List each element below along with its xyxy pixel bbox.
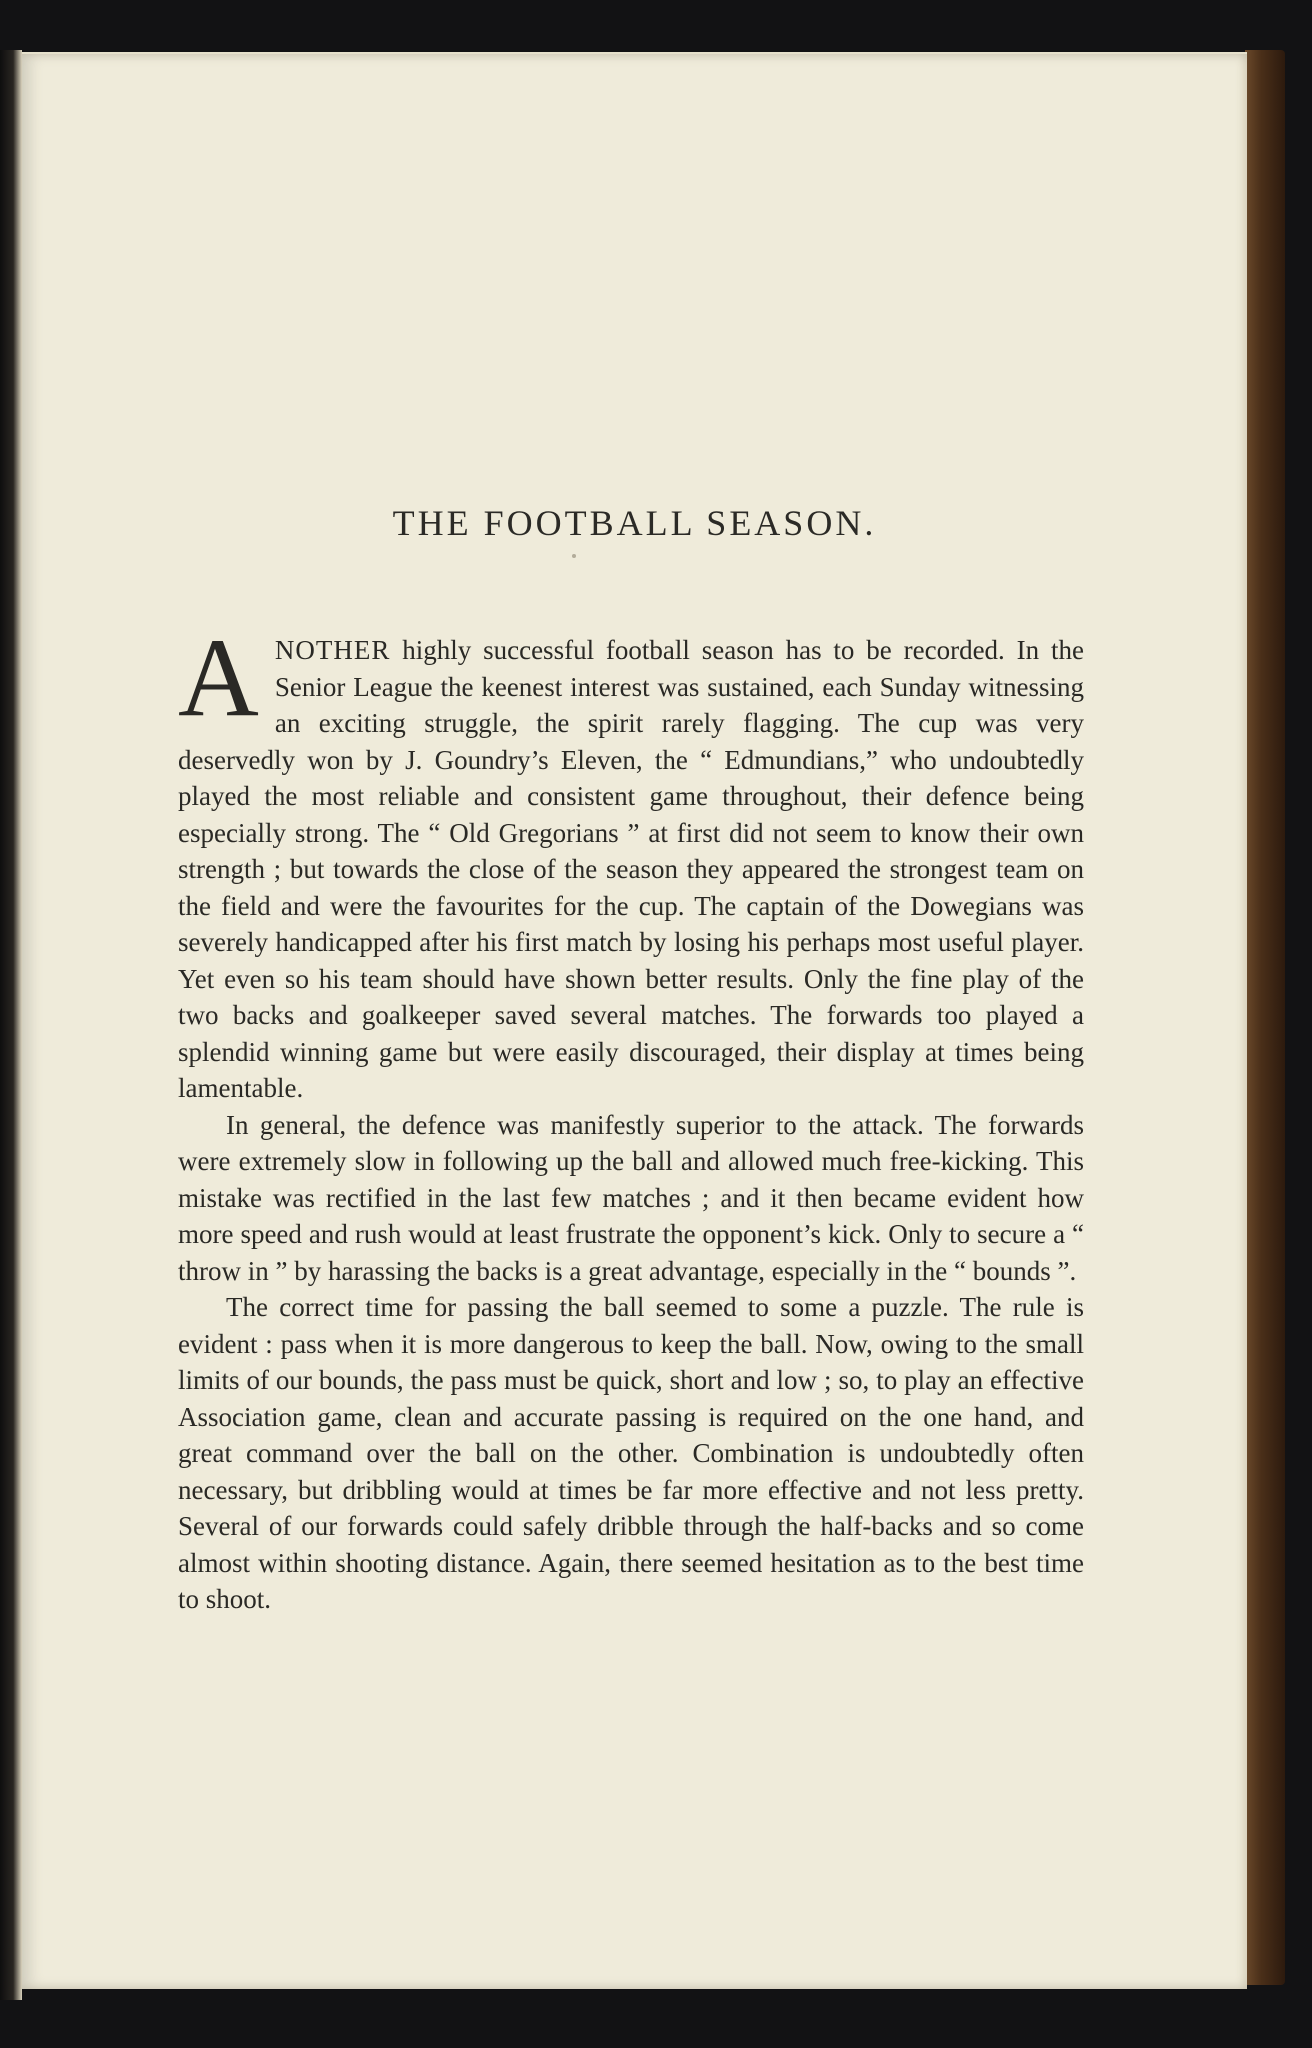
page-sheet [22, 52, 1247, 1989]
paragraph-2: In general, the defence was manifestly superior to the attack. The forwards were extremely slow in following up the ball and allowed much free-kicking. This mistake was rectified in the last few matches ; and it then became evident how more speed and rush would at least frustrate the opponent’s kick. Only to secure a “ throw in ” by harassing the backs is a great advantage, especially in the “ bounds ”. [178, 1109, 1084, 1286]
paragraph-intro [178, 616, 1084, 1107]
paragraph-intro-text: highly successful football season has to be recorded. In the Senior League the keenest interest was sustained, each Sunday witnessing an exciting struggle, the spirit rarely flagging. The cup was very deservedly won by J. Goundry’s Eleven, the “ Edmundians,” who undoubtedly played the most reliable and consistent game throughout, their defence being especially strong. The “ Old Gregorians ” at first did not seem to know their own strength ; but towards the close of the season they appeared the strongest team on the field and were the favourites for the cup. The captain of the Dowegians was severely handicapped after his first match by losing his perhaps most useful player. Yet even so his team should have shown better results. Only the fine play of the two backs and goalkeeper saved several matches. The forwards too played a splendid winning game but were easily discouraged, their display at times being lamentable. [178, 635, 1084, 1103]
article-body [178, 616, 1084, 1618]
ink-speck [572, 554, 576, 558]
drop-cap: A [178, 616, 259, 740]
book-cover-edge [1245, 50, 1285, 1985]
lead-word: NOTHER [274, 635, 391, 665]
page-title: THE FOOTBALL SEASON. [392, 503, 877, 543]
paragraph-3: The correct time for passing the ball seemed to some a puzzle. The rule is evident : pass when it is more dangerous to keep the ball. Now, owing to the small limits of our bounds, the pass must be quick, short and low ; so, to play an effective Association game, clean and accurate passing is required on the one hand, and great command over the ball on the other. Combination is undoubtedly often necessary, but dribbling would at times be far more effective and not less pretty. Several of our forwards could safely dribble through the half-backs and so come almost within shooting distance. Again, there seemed hesitation as to the best time to shoot. [178, 1292, 1084, 1614]
book-gutter [0, 50, 22, 2000]
